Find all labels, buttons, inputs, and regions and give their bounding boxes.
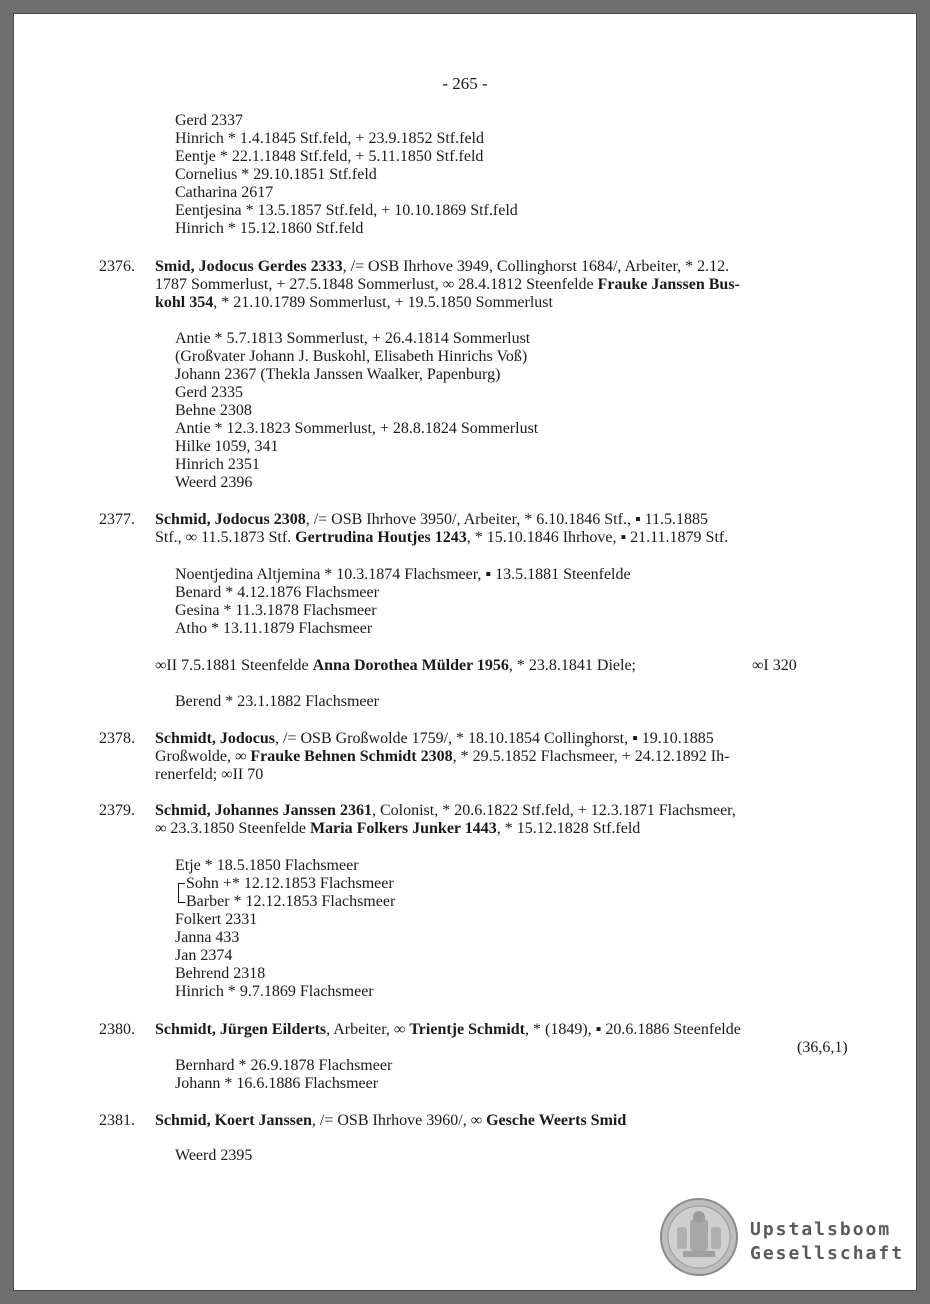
entry-text: , Arbeiter, ∞ <box>326 1021 410 1038</box>
list-item: Weerd 2395 <box>175 1147 253 1164</box>
source-ref: (36,6,1) <box>797 1039 848 1056</box>
entry-line <box>155 294 553 312</box>
list-item: Sohn +* 12.12.1853 Flachsmeer <box>186 875 394 892</box>
list-item: Weerd 2396 <box>175 474 253 491</box>
entry-line <box>155 748 729 766</box>
list-item: Johann * 16.6.1886 Flachsmeer <box>175 1075 379 1092</box>
list-item: (Großvater Johann J. Buskohl, Elisabeth Hinrichs Voß) <box>175 348 528 365</box>
entry-heading <box>155 511 708 529</box>
list-item: Antie * 12.3.1823 Sommerlust, + 28.8.1824 Sommerlust <box>175 420 539 437</box>
entry-heading <box>155 258 729 276</box>
list-item: Jan 2374 <box>175 947 233 964</box>
entry-number: 2379. <box>99 802 135 819</box>
twin-bracket <box>178 885 185 903</box>
entry-heading <box>155 730 714 748</box>
list-item: Cornelius * 29.10.1851 Stf.feld <box>175 166 377 183</box>
spouse-name: Anna Dorothea Mülder 1956 <box>312 657 509 674</box>
entry-text: ∞II 7.5.1881 Steenfelde <box>155 657 313 674</box>
entry-line: renerfeld; ∞II 70 <box>155 766 264 783</box>
entry-line <box>155 276 740 294</box>
list-item: Barber * 12.12.1853 Flachsmeer <box>186 893 396 910</box>
entry-heading <box>155 1021 741 1039</box>
entry-text: , Colonist, * 20.6.1822 Stf.feld, + 12.3.1871 Flachsmeer, <box>371 802 736 819</box>
entry-heading <box>155 1112 626 1130</box>
list-item: Eentjesina * 13.5.1857 Stf.feld, + 10.10.1869 Stf.feld <box>175 202 518 219</box>
list-item: Hinrich 2351 <box>175 456 260 473</box>
entry-text: Stf., ∞ 11.5.1873 Stf. <box>155 529 296 546</box>
entry-text: Großwolde, ∞ <box>155 748 251 765</box>
list-item: Folkert 2331 <box>175 911 258 928</box>
list-item: Hinrich * 15.12.1860 Stf.feld <box>175 220 364 237</box>
entry-text: , /= OSB Großwolde 1759/, * 18.10.1854 Collinghorst, ▪ 19.10.1885 <box>275 730 714 747</box>
entry-line <box>155 529 728 547</box>
list-item: Behne 2308 <box>175 402 252 419</box>
logo-text: Gesellschaft <box>750 1243 905 1264</box>
marriage-line <box>155 657 636 675</box>
spouse-name: Maria Folkers Junker 1443 <box>309 820 497 837</box>
logo-text: Upstalsboom <box>750 1219 892 1240</box>
entry-text: , * (1849), ▪ 20.6.1886 Steenfelde <box>525 1021 741 1038</box>
list-item: Hinrich * 9.7.1869 Flachsmeer <box>175 983 374 1000</box>
entry-text: , /= OSB Ihrhove 3950/, Arbeiter, * 6.10.1846 Stf., ▪ 11.5.1885 <box>305 511 709 528</box>
spouse-name: Trientje Schmidt <box>409 1021 525 1038</box>
list-item: Eentje * 22.1.1848 Stf.feld, + 5.11.1850 Stf.feld <box>175 148 484 165</box>
list-item: Gerd 2337 <box>175 112 243 129</box>
entry-text: , * 15.12.1828 Stf.feld <box>496 820 641 837</box>
list-item: Etje * 18.5.1850 Flachsmeer <box>175 857 359 874</box>
list-item: Janna 433 <box>175 929 240 946</box>
spouse-name: Frauke Behnen Schmidt 2308 <box>250 748 453 765</box>
spouse-name: Gesche Weerts Smid <box>486 1112 627 1129</box>
entry-number: 2381. <box>99 1112 135 1129</box>
marriage-ref: ∞I 320 <box>752 657 797 674</box>
spouse-name: Frauke Janssen Bus- <box>597 276 740 293</box>
list-item: Antie * 5.7.1813 Sommerlust, + 26.4.1814 Sommerlust <box>175 330 531 347</box>
entry-text: , * 23.8.1841 Diele; <box>508 657 636 674</box>
entry-text: , * 15.10.1846 Ihrhove, ▪ 21.11.1879 Stf. <box>466 529 729 546</box>
list-item: Hinrich * 1.4.1845 Stf.feld, + 23.9.1852 Stf.feld <box>175 130 484 147</box>
list-item: Catharina 2617 <box>175 184 274 201</box>
person-name: Schmidt, Jodocus <box>155 730 276 747</box>
person-name: Schmidt, Jürgen Eilderts <box>155 1021 327 1038</box>
person-name: Schmid, Jodocus 2308 <box>155 511 306 528</box>
spouse-name: Gertrudina Houtjes 1243 <box>295 529 467 546</box>
entry-text: , /= OSB Ihrhove 3949, Collinghorst 1684/, Arbeiter, * 2.12. <box>342 258 730 275</box>
list-item: Johann 2367 (Thekla Janssen Waalker, Papenburg) <box>175 366 501 383</box>
list-item: Benard * 4.12.1876 Flachsmeer <box>175 584 379 601</box>
person-name: Schmid, Koert Janssen <box>155 1112 312 1129</box>
entry-number: 2380. <box>99 1021 135 1038</box>
page-number: - 265 - <box>442 74 488 93</box>
person-name: Schmid, Johannes Janssen 2361 <box>155 802 372 819</box>
list-item: Hilke 1059, 341 <box>175 438 279 455</box>
entry-text: , * 21.10.1789 Sommerlust, + 19.5.1850 Sommerlust <box>213 294 553 311</box>
list-item: Bernhard * 26.9.1878 Flachsmeer <box>175 1057 393 1074</box>
entry-number: 2377. <box>99 511 135 528</box>
list-item: Gesina * 11.3.1878 Flachsmeer <box>175 602 377 619</box>
list-item: Behrend 2318 <box>175 965 266 982</box>
spouse-name: kohl 354 <box>155 294 214 311</box>
entry-line <box>155 820 640 838</box>
entry-number: 2376. <box>99 258 135 275</box>
seal-icon <box>659 1197 739 1277</box>
entry-heading <box>155 802 736 820</box>
list-item: Berend * 23.1.1882 Flachsmeer <box>175 693 379 710</box>
entry-number: 2378. <box>99 730 135 747</box>
entry-text: , * 29.5.1852 Flachsmeer, + 24.12.1892 Ih- <box>452 748 730 765</box>
entry-text: ∞ 23.3.1850 Steenfelde <box>155 820 310 837</box>
entry-text: , /= OSB Ihrhove 3960/, ∞ <box>311 1112 487 1129</box>
list-item: Gerd 2335 <box>175 384 243 401</box>
list-item: Noentjedina Altjemina * 10.3.1874 Flachsmeer, ▪ 13.5.1881 Steenfelde <box>175 566 631 583</box>
entry-text: 1787 Sommerlust, + 27.5.1848 Sommerlust, ∞ 28.4.1812 Steenfelde <box>155 276 598 293</box>
list-item: Atho * 13.11.1879 Flachsmeer <box>175 620 373 637</box>
person-name: Smid, Jodocus Gerdes 2333 <box>155 258 343 275</box>
